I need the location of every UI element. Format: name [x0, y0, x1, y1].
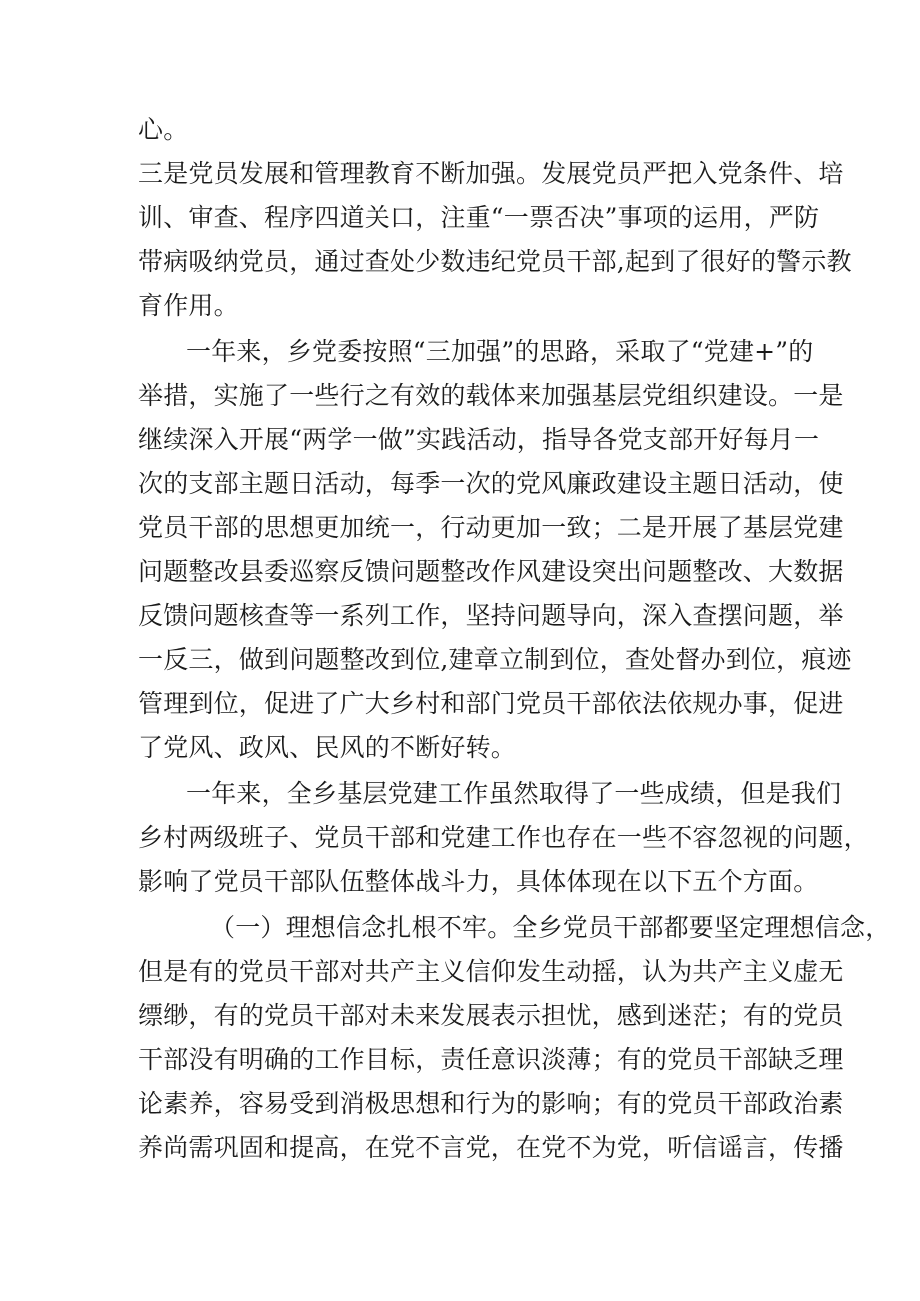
text-line: 一反三，做到问题整改到位,建章立制到位，查处督办到位，痕迹 [138, 645, 852, 674]
text-line: 继续深入开展“两学一做”实践活动，指导各党支部开好每月一 [138, 425, 820, 454]
text-line: 论素养，容易受到消极思想和行为的影响；有的党员干部政治素 [138, 1089, 844, 1118]
text-line: 影响了党员干部队伍整体战斗力，具体体现在以下五个方面。 [138, 867, 819, 896]
text-line: 次的支部主题日活动，每季一次的党风廉政建设主题日活动，使 [138, 469, 844, 498]
text-line: 养尚需巩固和提高，在党不言党，在党不为党，听信谣言，传播 [138, 1133, 844, 1162]
text-line: 带病吸纳党员，通过查处少数违纪党员干部,起到了很好的警示教 [138, 247, 852, 276]
text-line: 问题整改县委巡察反馈问题整改作风建设突出问题整改、大数据 [138, 557, 844, 586]
paragraph-start-line: （一）理想信念扎根不牢。全乡党员干部都要坚定理想信念， [210, 913, 891, 942]
text-line: 缥缈，有的党员干部对未来发展表示担忧，感到迷茫；有的党员 [138, 1001, 844, 1030]
text-line: 训、审查、程序四道关口，注重“一票否决”事项的运用，严防 [138, 203, 820, 232]
text-line: 三是党员发展和管理教育不断加强。发展党员严把入党条件、培 [138, 159, 844, 188]
paragraph-start-line: 一年来，乡党委按照“三加强”的思路，采取了“党建+”的 [186, 337, 814, 366]
paragraph-start-line: 一年来，全乡基层党建工作虽然取得了一些成绩，但是我们 [186, 779, 842, 808]
text-line: 党员干部的思想更加统一，行动更加一致；二是开展了基层党建 [138, 513, 844, 542]
text-line: 举措，实施了一些行之有效的载体来加强基层党组织建设。一是 [138, 381, 844, 410]
text-line: 乡村两级班子、党员干部和党建工作也存在一些不容忽视的问题， [138, 823, 869, 852]
text-line: 了党风、政风、民风的不断好转。 [138, 733, 517, 762]
text-line: 但是有的党员干部对共产主义信仰发生动摇，认为共产主义虚无 [138, 957, 844, 986]
text-line: 心。 [138, 115, 189, 144]
text-line: 干部没有明确的工作目标，责任意识淡薄；有的党员干部缺乏理 [138, 1045, 844, 1074]
text-line: 管理到位，促进了广大乡村和部门党员干部依法依规办事，促进 [138, 689, 844, 718]
text-line: 育作用。 [138, 291, 239, 320]
text-line: 反馈问题核查等一系列工作，坚持问题导向，深入查摆问题，举 [138, 601, 844, 630]
